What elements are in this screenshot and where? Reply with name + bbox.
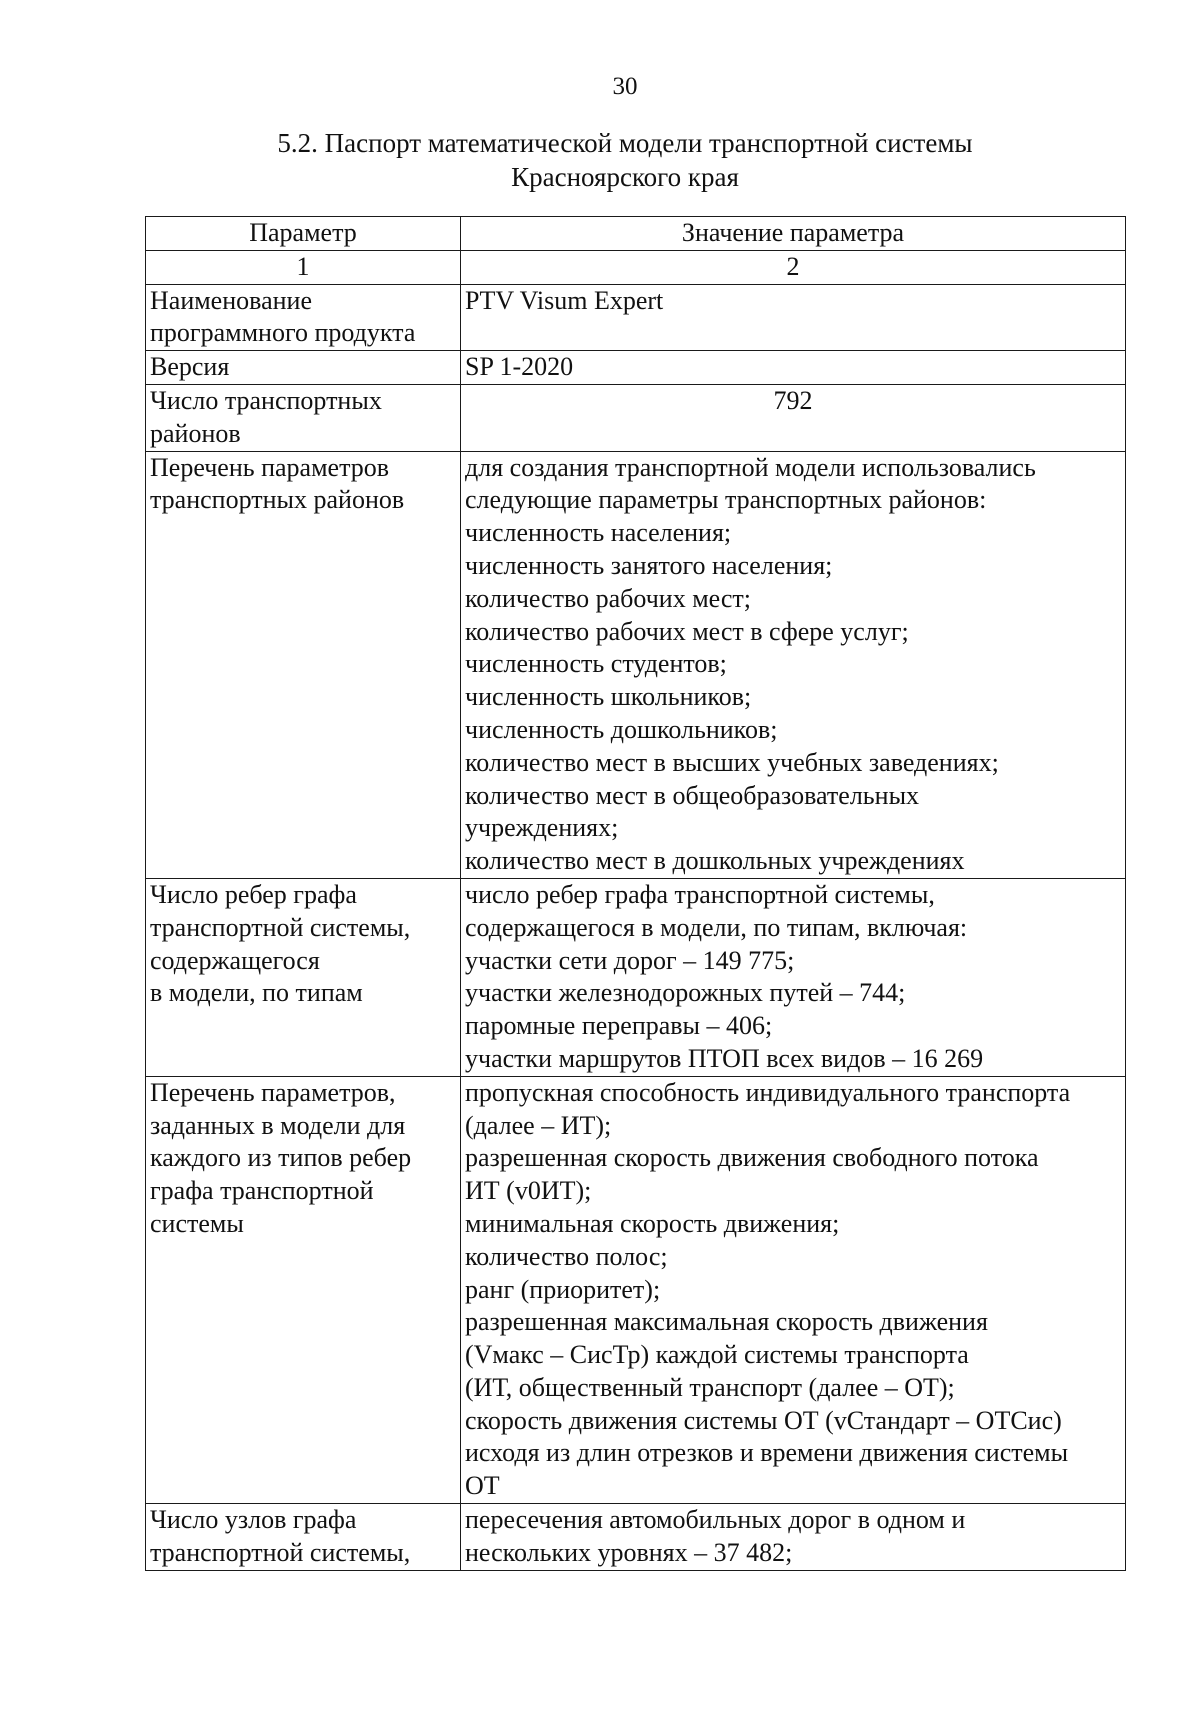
value-line: численность школьников;: [465, 682, 752, 712]
value-line: (ИТ, общественный транспорт (далее – ОТ);: [465, 1372, 955, 1402]
value-line: скорость движения системы ОТ (vСтандарт – ОТСис): [465, 1405, 1062, 1435]
param-line: Перечень параметров,: [150, 1077, 396, 1107]
param-line: каждого из типов ребер: [150, 1143, 412, 1173]
param-line: транспортной системы,: [150, 912, 411, 942]
document-title: [0, 126, 1200, 194]
row-parameter-cell: [146, 1076, 461, 1503]
value-line: паромные переправы – 406;: [465, 1011, 773, 1041]
row-parameter-cell: [146, 1504, 461, 1571]
column-number-2: 2: [461, 250, 1126, 284]
row-parameter-cell: [146, 284, 461, 351]
value-line: разрешенная максимальная скорость движения: [465, 1307, 988, 1337]
value-line: минимальная скорость движения;: [465, 1208, 840, 1238]
row-value-cell: [461, 384, 1126, 451]
column-number-row: [146, 250, 1126, 284]
value-line: количество мест в общеобразовательных: [465, 780, 920, 810]
row-value-cell: [461, 451, 1126, 878]
value-line: пересечения автомобильных дорог в одном и: [465, 1505, 966, 1535]
value-line: участки железнодорожных путей – 744;: [465, 978, 906, 1008]
param-line: Перечень параметров: [150, 452, 390, 482]
value-line: следующие параметры транспортных районов:: [465, 485, 987, 515]
value-line: ОТ: [465, 1471, 500, 1501]
param-line: Число транспортных: [150, 385, 382, 415]
header-parameter-value: Значение параметра: [461, 217, 1126, 251]
table-row: [146, 284, 1126, 351]
page-number: 30: [612, 73, 638, 100]
param-line: районов: [150, 418, 241, 448]
value-line: численность занятого населения;: [465, 550, 833, 580]
value-line: PTV Visum Expert: [465, 285, 664, 315]
param-line: программного продукта: [150, 318, 416, 348]
table-row: [146, 1076, 1126, 1503]
row-parameter-cell: [146, 451, 461, 878]
column-number-1: 1: [146, 250, 461, 284]
row-parameter-cell: [146, 384, 461, 451]
table-row: [146, 1504, 1126, 1571]
value-line: для создания транспортной модели использовались: [465, 452, 1036, 482]
table-row: [146, 878, 1126, 1076]
value-line: SP 1-2020: [465, 352, 574, 382]
param-line: транспортных районов: [150, 485, 405, 515]
value-line: исходя из длин отрезков и времени движения системы: [465, 1438, 1069, 1468]
value-line: 792: [773, 385, 813, 415]
value-line: количество полос;: [465, 1241, 668, 1271]
param-line: Число ребер графа: [150, 879, 357, 909]
value-line: содержащегося в модели, по типам, включая:: [465, 912, 968, 942]
row-value-cell: [461, 878, 1126, 1076]
value-line: количество мест в высших учебных заведениях;: [465, 747, 999, 777]
value-line: ранг (приоритет);: [465, 1274, 661, 1304]
param-line: в модели, по типам: [150, 978, 363, 1008]
row-value-cell: [461, 1504, 1126, 1571]
value-line: участки сети дорог – 149 775;: [465, 945, 795, 975]
param-line: Версия: [150, 352, 230, 382]
value-line: численность населения;: [465, 518, 732, 548]
value-line: учреждениях;: [465, 813, 619, 843]
value-line: количество рабочих мест в сфере услуг;: [465, 616, 909, 646]
value-line: разрешенная скорость движения свободного потока: [465, 1143, 1039, 1173]
document-title-line-2: Красноярского края: [511, 162, 739, 192]
table-row: [146, 351, 1126, 385]
value-line: количество мест в дошкольных учреждениях: [465, 846, 965, 876]
row-value-cell: [461, 284, 1126, 351]
param-line: содержащегося: [150, 945, 320, 975]
param-line: заданных в модели для: [150, 1110, 406, 1140]
passport-table: [145, 216, 1126, 1571]
value-line: ИТ (v0ИТ);: [465, 1176, 592, 1206]
value-line: (Vмакс – СисТр) каждой системы транспорта: [465, 1340, 969, 1370]
table-row: [146, 451, 1126, 878]
value-line: участки маршрутов ПТОП всех видов – 16 269: [465, 1043, 984, 1073]
document-title-line-1: 5.2. Паспорт математической модели транспортной системы: [277, 128, 973, 158]
row-value-cell: [461, 351, 1126, 385]
row-value-cell: [461, 1076, 1126, 1503]
value-line: (далее – ИТ);: [465, 1110, 612, 1140]
param-line: Число узлов графа: [150, 1505, 357, 1535]
value-line: число ребер графа транспортной системы,: [465, 879, 935, 909]
value-line: нескольких уровнях – 37 482;: [465, 1537, 793, 1567]
table-row: [146, 384, 1126, 451]
param-line: Наименование: [150, 285, 312, 315]
value-line: численность дошкольников;: [465, 714, 778, 744]
param-line: транспортной системы,: [150, 1537, 411, 1567]
row-parameter-cell: [146, 351, 461, 385]
table-header-row: [146, 217, 1126, 251]
value-line: численность студентов;: [465, 649, 727, 679]
header-parameter: Параметр: [146, 217, 461, 251]
value-line: пропускная способность индивидуального транспорта: [465, 1077, 1071, 1107]
param-line: системы: [150, 1208, 244, 1238]
param-line: графа транспортной: [150, 1176, 374, 1206]
row-parameter-cell: [146, 878, 461, 1076]
value-line: количество рабочих мест;: [465, 583, 751, 613]
